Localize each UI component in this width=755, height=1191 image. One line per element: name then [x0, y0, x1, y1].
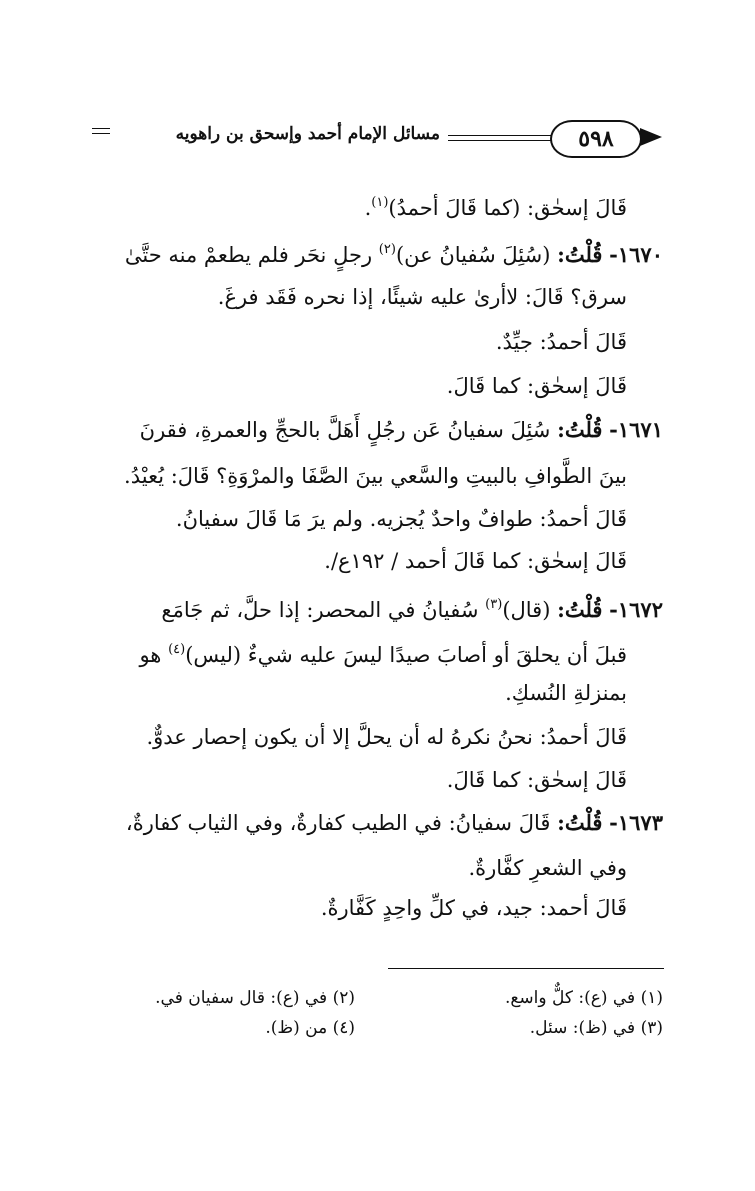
text-line-17: قَالَ أحمد: جيد، في كلِّ واحِدٍ كَفَّارةٌ.	[320, 896, 627, 920]
question-number-1670: ١٦٧٠-	[609, 242, 663, 267]
text-line-16: وفي الشعرِ كفَّارةٌ.	[468, 856, 627, 880]
running-title: مسائل الإمام أحمد وإسحق بن راهويه	[175, 124, 440, 144]
question-label: قُلْتُ:	[557, 810, 603, 835]
text-line-5: قَالَ إسحٰق: كما قَالَ.	[446, 374, 627, 398]
footnote-2: (٢) في (ع): قال سفيان في.	[155, 988, 355, 1008]
footnote-3: (٣) في (ظ): سئل.	[529, 1018, 663, 1038]
footnote-4: (٤) من (ظ).	[265, 1018, 355, 1038]
footnote-1: (١) في (ع): كلٌّ واسع.	[504, 988, 663, 1008]
question-label: قُلْتُ:	[557, 597, 603, 622]
header-double-bar	[92, 128, 110, 138]
text-line-1: قَالَ إسحٰق: (كما قَالَ أحمدُ)$^{(١)}$.	[364, 195, 627, 220]
footnote-ref-4: (٤)	[168, 642, 186, 657]
header-rule-bottom	[448, 140, 558, 141]
footnote-separator	[388, 968, 664, 969]
question-1672-line: ١٦٧٢- قُلْتُ: (قال)$^{(٣)}$ سُفيانُ في المحصر: إذا حلَّ، ثم جَامَع	[161, 597, 663, 622]
question-label: قُلْتُ:	[557, 417, 603, 442]
text-line-11: قبلَ أن يحلقَ أو أصابَ صيدًا ليسَ عليه شيءٌ (ليس)$^{(٤)}$ هو	[139, 642, 627, 667]
question-1670-line: ١٦٧٠- قُلْتُ: (سُئِلَ سُفيانُ عن)$^{(٢)}$ رجلٍ نحَر فلم يطعمْ منه حتَّىٰ	[124, 242, 663, 267]
text-line-4: قَالَ أحمدُ: جيِّدٌ.	[495, 330, 627, 354]
question-label: قُلْتُ:	[557, 242, 603, 267]
text-line-8: قَالَ أحمدُ: طوافٌ واحدٌ يُجزيه. ولم يرَ مَا قَالَ سفيانُ.	[175, 507, 627, 531]
question-number-1672: ١٦٧٢-	[609, 597, 663, 622]
question-1671-line: ١٦٧١- قُلْتُ: سُئِلَ سفيانُ عَن رجُلٍ أَهَلَّ بالحجِّ والعمرةِ، فقرنَ	[139, 417, 663, 442]
footnote-ref-1: (١)	[371, 195, 389, 210]
question-number-1671: ١٦٧١-	[609, 417, 663, 442]
text-line-7: بينَ الطَّوافِ بالبيتِ والسَّعي بينَ الصَّفَا والمرْوَةِ؟ قَالَ: يُعيْدُ.	[124, 464, 627, 488]
footnote-ref-2: (٢)	[378, 242, 396, 257]
text-line-13: قَالَ أحمدُ: نحنُ نكرهُ له أن يحلَّ إلا أن يكون إحصار عدوٌّ.	[146, 725, 627, 749]
text-line-14: قَالَ إسحٰق: كما قَالَ.	[446, 768, 627, 792]
question-number-1673: ١٦٧٣-	[609, 810, 663, 835]
page-number-badge	[550, 120, 642, 158]
text-line-9: قَالَ إسحٰق: كما قَالَ أحمد / ١٩٢ع/.	[324, 549, 627, 573]
page-number: ٥٩٨	[578, 126, 614, 152]
question-1673-line: ١٦٧٣- قُلْتُ: قَالَ سفيانُ: في الطيب كفارةٌ، وفي الثياب كفارةٌ،	[125, 810, 663, 835]
text-line-12: بمنزلةِ النُسكِ.	[505, 681, 627, 705]
badge-arrow	[640, 128, 662, 146]
page-header	[92, 118, 668, 164]
header-rule-top	[448, 135, 558, 136]
text-line-3: سرق؟ قَالَ: لاأرىٰ عليه شيئًا، إذا نحره فَقَد فرغَ.	[217, 285, 627, 309]
footnote-ref-3: (٣)	[485, 597, 503, 612]
